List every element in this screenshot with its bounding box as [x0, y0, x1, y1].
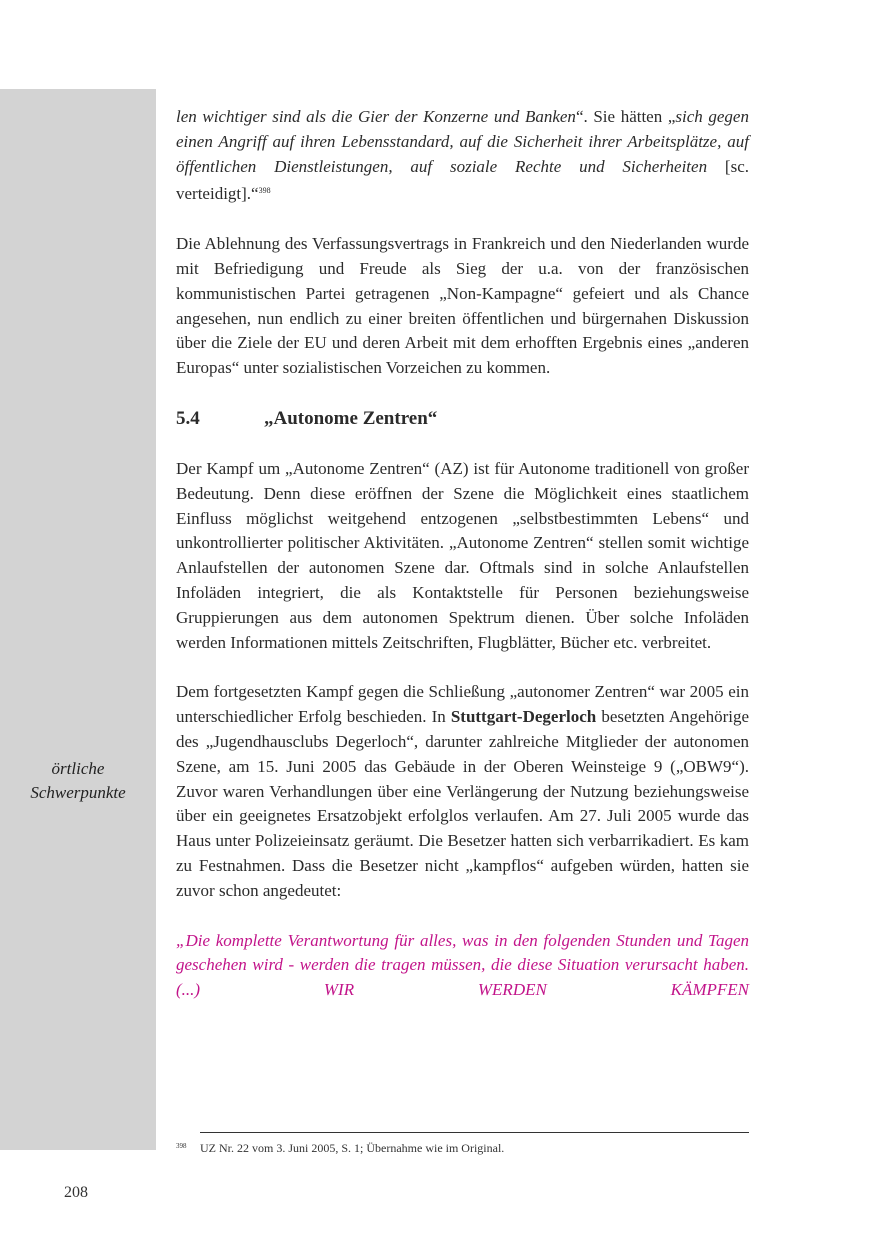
- main-text: [176, 105, 749, 1003]
- footnote: [176, 1138, 749, 1156]
- section-number: 5.4: [176, 407, 200, 429]
- para4-text-b: besetzten Angehörige des „Jugendhausclubs Degerloch“, darunter zahlreiche Mitglieder der autonomen Szene, am 15. Juni 2005 das Gebäude in der Oberen Weinsteige 9 („OBW9“). Zuvor waren Verhandlungen über eine Verlängerung der Nutzung beziehungsweise über ein geeignetes Ersatzobjekt erfolglos verlaufen. Am 27. Juli 2005 wurde das Haus unter Polizeieinsatz geräumt. Die Besetzer hatten sich verbarrikadiert. Es kam zu Festnahmen. Dass die Besetzer nicht „kampflos“ aufgeben würden, hatten sie zuvor schon angedeutet:: [176, 707, 749, 900]
- footnote-divider: [200, 1132, 749, 1133]
- margin-note: [0, 757, 156, 805]
- footnote-number: 398: [176, 1142, 187, 1150]
- paragraph-3: Der Kampf um „Autonome Zentren“ (AZ) ist für Autonome traditionell von großer Bedeutung. Denn diese eröffnen der Szene die Möglichkeit eines staatlichem Einfluss möglichst weitgehend entzogenen „selbstbestimmten Lebens“ und unkontrollierter politischer Aktivitäten. „Autonome Zentren“ stellen somit wichtige Anlaufstellen der autonomen Szene dar. Oftmals sind in solche Anlaufstellen Infoläden integriert, die als Kontaktstelle für Personen beziehungsweise Gruppierungen aus dem autonomen Spektrum dienen. Über solche Infoläden werden Informationen mittels Zeitschriften, Flugblätter, Bücher etc. verbreitet.: [176, 458, 749, 652]
- para1-text-b: [sc. verteidigt].“: [176, 156, 749, 204]
- footnote-text: UZ Nr. 22 vom 3. Juni 2005, S. 1; Übernahme wie im Original.: [200, 1141, 505, 1155]
- margin-note-line2: Schwerpunkte: [30, 783, 126, 802]
- section-title: „Autonome Zentren“: [264, 407, 438, 429]
- quote-italic-b: sich gegen einen Angriff auf ihren Lebensstandard, auf die Sicherheit ihrer Arbeitsplätze, auf öffentlichen Dienstleistungen, auf soziale Rechte und Sicherheiten: [176, 107, 749, 176]
- section-heading: [176, 406, 749, 432]
- paragraph-2: Die Ablehnung des Verfassungsvertrags in Frankreich und den Niederlanden wurde mit Befriedigung und Freude als Sieg der u.a. von der französischen kommunistischen Partei getragenen „Non-Kampagne“ gefeiert und als Chance angesehen, nun endlich zu einer breiten öffentlichen und bürgernahen Diskussion über die Ziele der EU und deren Arbeit mit dem erhofften Ergebnis eines „anderen Europas“ unter sozialistischen Vorzeichen zu kommen.: [176, 234, 749, 378]
- margin-sidebar: [0, 89, 156, 1150]
- para4-text-a: Dem fortgesetzten Kampf gegen die Schließung „autonomer Zentren“ war 2005 ein unterschiedlicher Erfolg beschieden. In: [176, 682, 749, 727]
- paragraph-4: [176, 680, 749, 903]
- paragraph-1: [176, 105, 749, 207]
- margin-note-line1: örtliche: [51, 759, 105, 778]
- quote-italic-a: len wichtiger sind als die Gier der Konzerne und Banken: [176, 107, 576, 126]
- para1-text-a: “. Sie hätten „: [575, 107, 676, 126]
- footnote-ref: 398: [258, 186, 271, 196]
- block-quote: „Die komplette Verantwortung für alles, was in den folgenden Stunden und Tagen geschehen wird - werden die tragen müssen, die diese Situation verursacht haben. (...) WIR WERDEN KÄMPFEN: [176, 930, 749, 1000]
- page-number: 208: [64, 1184, 88, 1201]
- place-name: Stuttgart-Degerloch: [450, 707, 597, 727]
